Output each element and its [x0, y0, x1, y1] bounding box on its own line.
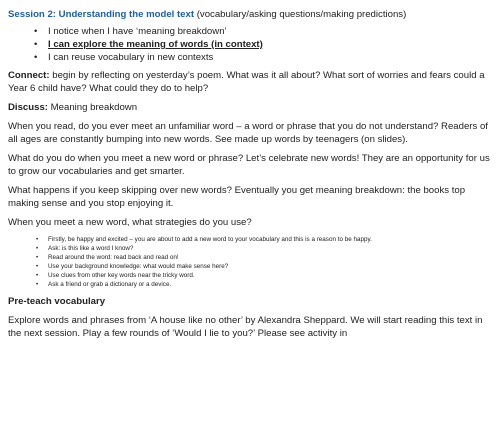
strategy-text: Use your background knowledge: what would make sense here? — [48, 263, 229, 270]
bullet-icon: • — [34, 52, 38, 63]
bullet-icon: • — [36, 263, 39, 270]
preteach-heading: Pre-teach vocabulary — [8, 296, 106, 307]
bullet-icon: • — [36, 236, 39, 243]
learning-goals-list — [8, 25, 500, 64]
session-subtitle: (vocabulary/asking questions/making predictions) — [194, 9, 407, 20]
list-item — [8, 280, 500, 289]
body-paragraph-unfamiliar-word: When you read, do you ever meet an unfamiliar word – a word or phrase that you do not understand? Readers of all ages are constantly bumping into new words. See made up words by teenagers (on slides). — [8, 121, 488, 145]
bullet-icon: • — [34, 39, 38, 50]
bullet-icon: • — [36, 281, 39, 288]
body-paragraph-strategies-question: When you meet a new word, what strategies do you use? — [8, 217, 252, 228]
discuss-paragraph — [8, 101, 500, 114]
connect-paragraph — [8, 69, 500, 95]
list-item — [8, 25, 500, 38]
connect-label: Connect: — [8, 70, 50, 81]
bullet-icon: • — [36, 272, 39, 279]
connect-text: begin by reflecting on yesterday’s poem. What was it all about? What sort of worries and fears could a Year 6 child have? What could they do to help? — [8, 70, 485, 94]
goal-text: I notice when I have ‘meaning breakdown’ — [48, 26, 227, 37]
discuss-text: Meaning breakdown — [48, 102, 138, 113]
list-item — [8, 271, 500, 280]
body-paragraph-meaning-breakdown: What happens if you keep skipping over new words? Eventually you get meaning breakdown: the books top making sense and you stop enjoying it. — [8, 185, 466, 209]
list-item — [8, 253, 500, 262]
bullet-icon: • — [36, 254, 39, 261]
goal-text-emphasized: I can explore the meaning of words (in context) — [48, 39, 263, 50]
list-item — [8, 244, 500, 253]
list-item — [8, 235, 500, 244]
strategy-text: Ask a friend or grab a dictionary or a device. — [48, 281, 172, 288]
goal-text: I can reuse vocabulary in new contexts — [48, 52, 214, 63]
session-title: Session 2: Understanding the model text — [8, 9, 195, 20]
strategy-text: Ask: is this like a word I know? — [48, 245, 134, 252]
list-item — [8, 38, 500, 51]
strategy-text: Firstly, be happy and excited – you are about to add a new word to your vocabulary and this is a reason to be happy. — [48, 236, 372, 243]
list-item — [8, 51, 500, 64]
discuss-label: Discuss: — [8, 102, 48, 113]
list-item — [8, 262, 500, 271]
bullet-icon: • — [34, 26, 38, 37]
session-heading — [8, 8, 500, 21]
bullet-icon: • — [36, 245, 39, 252]
strategy-text: Use clues from other key words near the tricky word. — [48, 272, 195, 279]
strategy-text: Read around the word: read back and read on! — [48, 254, 179, 261]
strategies-list — [8, 235, 500, 289]
preteach-paragraph: Explore words and phrases from ‘A house like no other’ by Alexandra Sheppard. We will start reading this text in the next session. Play a few rounds of ‘Would I lie to you?’ Please see activity in — [8, 315, 483, 339]
body-paragraph-new-word: What do you do when you meet a new word or phrase? Let’s celebrate new words! They are an opportunity for us to grow our vocabularies and get smarter. — [8, 153, 490, 177]
